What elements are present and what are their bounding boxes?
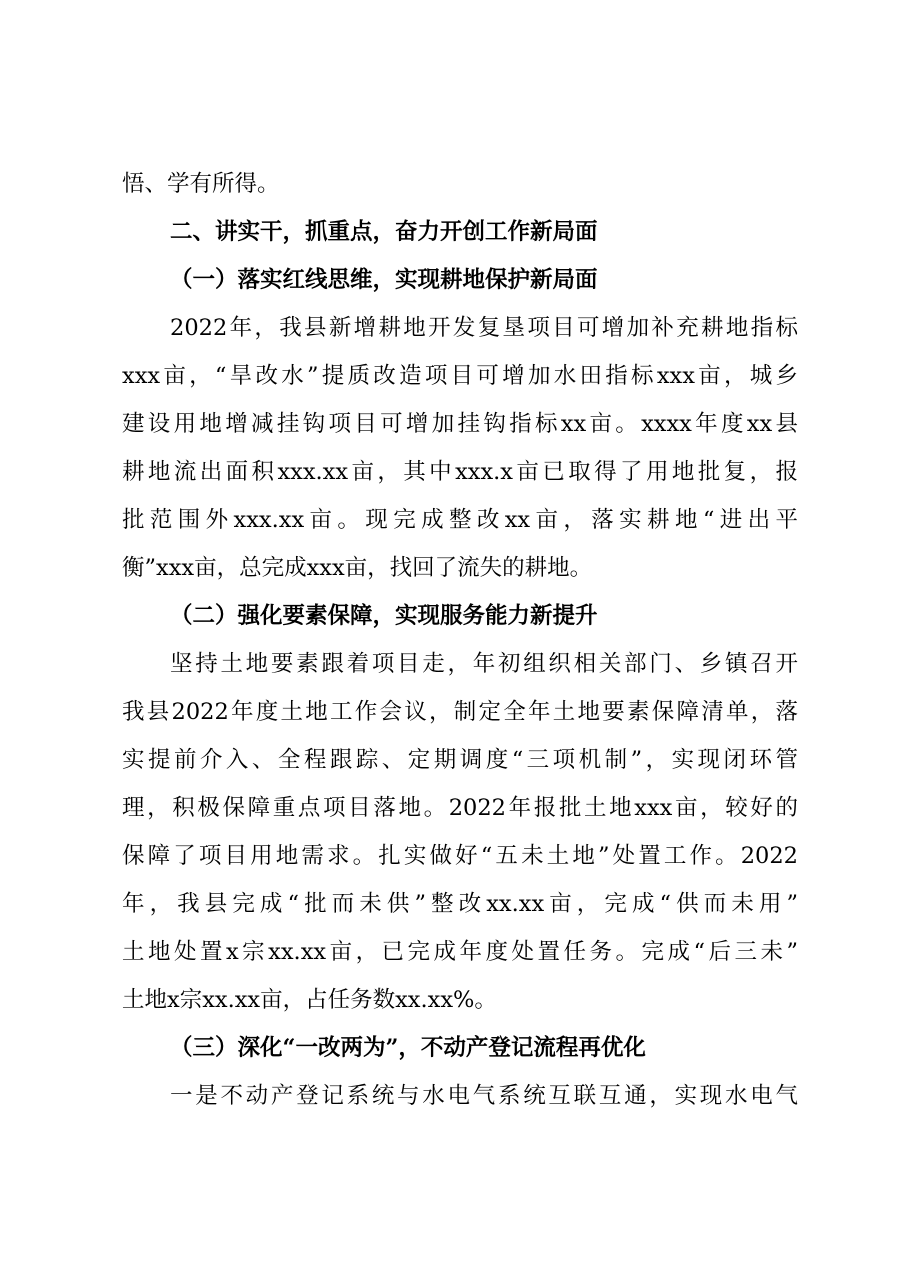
paragraph-line: 保障了项目用地需求。扎实做好“五未土地”处置工作。2022 [122, 843, 798, 869]
paragraph-line: 年，我县完成“批而未供”整改xx.xx亩，完成“供而未用” [122, 891, 798, 917]
paragraph-line: 耕地流出面积xxx.xx亩，其中xxx.x亩已取得了用地批复，报 [122, 459, 798, 485]
subsection-title-2: （二）强化要素保障，实现服务能力新提升 [170, 603, 598, 629]
paragraph-line: 一是不动产登记系统与水电气系统互联互通，实现水电气 [170, 1083, 798, 1109]
paragraph-line: 土地x宗xx.xx亩，占任务数xx.xx%。 [122, 987, 497, 1013]
paragraph-line: 理，积极保障重点项目落地。2022年报批土地xxx亩，较好的 [122, 795, 798, 821]
paragraph-line: 我县2022年度土地工作会议，制定全年土地要素保障清单，落 [122, 699, 798, 725]
subsection-title-1: （一）落实红线思维，实现耕地保护新局面 [170, 267, 598, 293]
paragraph-line: 批范围外xxx.xx亩。现完成整改xx亩，落实耕地“进出平 [122, 507, 798, 533]
subsection-title-3: （三）深化“一改两为”，不动产登记流程再优化 [170, 1035, 646, 1061]
paragraph-line: 实提前介入、全程跟踪、定期调度“三项机制”，实现闭环管 [122, 747, 798, 773]
paragraph-line: 2022年，我县新增耕地开发复垦项目可增加补充耕地指标 [170, 315, 798, 341]
paragraph-line: xxx亩，“旱改水”提质改造项目可增加水田指标xxx亩，城乡 [122, 363, 798, 389]
section-heading: 二、讲实干，抓重点，奋力开创工作新局面 [170, 219, 598, 245]
carryover-line: 悟、学有所得。 [122, 171, 280, 197]
paragraph-line: 坚持土地要素跟着项目走，年初组织相关部门、乡镇召开 [170, 651, 798, 677]
paragraph-line: 建设用地增减挂钩项目可增加挂钩指标xx亩。xxxx年度xx县 [122, 411, 798, 437]
paragraph-line: 土地处置x宗xx.xx亩，已完成年度处置任务。完成“后三未” [122, 939, 798, 965]
paragraph-line: 衡”xxx亩，总完成xxx亩，找回了流失的耕地。 [122, 555, 593, 581]
